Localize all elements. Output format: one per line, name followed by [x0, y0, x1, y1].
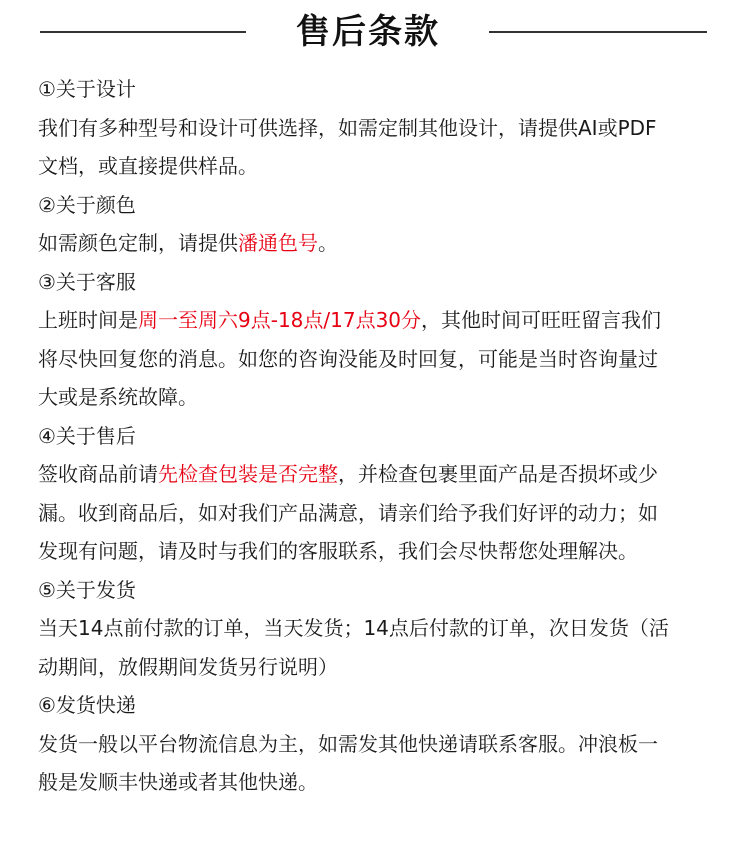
section-heading: ⑥发货快递 — [38, 693, 136, 717]
body-text: 上班时间是 — [38, 308, 138, 332]
terms-section — [38, 70, 714, 186]
section-body-line — [38, 109, 714, 148]
section-body-line — [38, 648, 714, 687]
body-text: 大或是系统故障。 — [38, 385, 198, 409]
body-text: 漏。收到商品后，如对我们产品满意，请亲们给予我们好评的动力；如 — [38, 500, 658, 525]
section-heading: ②关于颜色 — [38, 192, 136, 217]
body-text: 文档，或直接提供样品。 — [38, 154, 258, 178]
body-text: 。 — [318, 231, 338, 255]
highlighted-text: 先检查包装是否完整 — [158, 462, 338, 486]
body-text: 当天14点前付款的订单，当天发货；14点后付款的订单，次日发货（活 — [38, 616, 669, 640]
section-body-line — [38, 725, 714, 764]
body-text: 般是发顺丰快递或者其他快递。 — [38, 770, 318, 794]
section-body-line — [38, 455, 714, 494]
body-text: ，其他时间可旺旺留言我们 — [421, 308, 662, 332]
section-heading: ③关于客服 — [38, 269, 136, 294]
terms-section — [38, 571, 714, 687]
body-text: 动期间，放假期间发货另行说明） — [38, 654, 338, 679]
terms-section — [38, 686, 714, 802]
section-body-line — [38, 147, 714, 186]
body-text: 如需颜色定制，请提供 — [38, 231, 238, 255]
section-body-line — [38, 301, 714, 340]
section-body-line — [38, 763, 714, 802]
body-text: 发货一般以平台物流信息为主，如需发其他快递请联系客服。冲浪板一 — [38, 731, 658, 756]
page-title: 售后条款 — [296, 12, 440, 52]
section-body-line — [38, 378, 714, 417]
section-body-line — [38, 609, 714, 648]
terms-section — [38, 186, 714, 263]
terms-section — [38, 263, 714, 417]
header — [0, 10, 750, 54]
body-text: 发现有问题，请及时与我们的客服联系，我们会尽快帮您处理解决。 — [38, 539, 638, 563]
section-heading: ①关于设计 — [38, 77, 136, 101]
section-body-line — [38, 532, 714, 571]
body-text: 我们有多种型号和设计可供选择，如需定制其他设计，请提供AI或PDF — [38, 115, 657, 140]
highlighted-text: 潘通色号 — [238, 231, 318, 255]
body-text: 签收商品前请 — [38, 462, 158, 486]
section-body-line — [38, 224, 714, 263]
title-divider-right — [489, 31, 707, 33]
terms-section — [38, 417, 714, 571]
section-body-line — [38, 494, 714, 533]
terms-content — [38, 70, 714, 802]
title-divider-left — [40, 31, 246, 33]
body-text: ，并检查包裹里面产品是否损坏或少 — [338, 462, 658, 486]
highlighted-text: 周一至周六9点-18点/17点30分 — [138, 308, 422, 332]
section-body-line — [38, 340, 714, 379]
section-heading: ⑤关于发货 — [38, 577, 136, 602]
section-heading: ④关于售后 — [38, 423, 136, 448]
body-text: 将尽快回复您的消息。如您的咨询没能及时回复，可能是当时咨询量过 — [38, 346, 658, 371]
